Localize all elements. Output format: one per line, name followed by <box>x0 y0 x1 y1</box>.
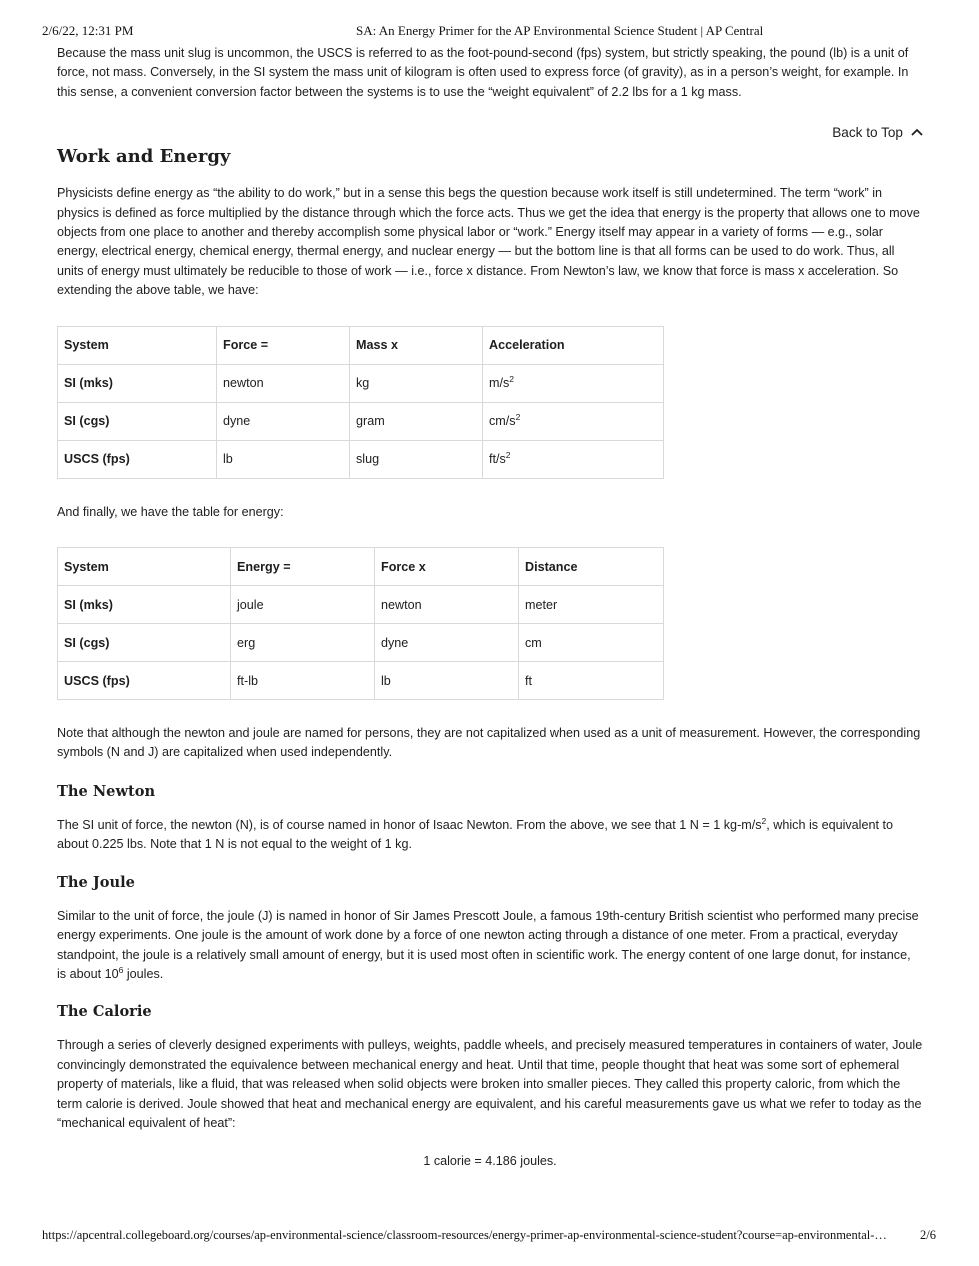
table-cell: SI (cgs) <box>58 624 231 662</box>
table-cell: newton <box>217 364 350 402</box>
unit-exponent: 2 <box>505 450 511 461</box>
table-cell: joule <box>231 586 375 624</box>
table-cell: erg <box>231 624 375 662</box>
joule-exponent: 6 <box>118 964 124 975</box>
table-cell: dyne <box>375 624 519 662</box>
work-energy-paragraph: Physicists define energy as “the ability to do work,” but in a sense this begs the question because work itself is still undetermined. The term “work” in physics is defined as force multiplied by the distance through which the force acts. Thus we get the idea that energy is the property that allows one to move objects from one place to another and thereby accomplish some physical labor or “work.” Energy itself may appear in a variety of forms — e.g., solar energy, electrical energy, chemical energy, thermal energy, and nuclear energy — but the bottom line is that all forms can be used to do work. Thus, all units of energy must ultimately be reducible to those of work — i.e., force x distance. From Newton’s law, we know that force is mass x acceleration. So extending the above table, we have: <box>57 186 920 298</box>
print-url: https://apcentral.collegeboard.org/courses/ap-environmental-science/classroom-resources/energy-primer-ap-environmental-science-student?course=ap-environmental-… <box>42 1228 887 1242</box>
unit-text: m/s <box>489 376 510 391</box>
table-cell: kg <box>350 364 483 402</box>
calorie-text-b: , from which the term <box>57 1077 901 1111</box>
table-header-cell: Distance <box>519 548 664 586</box>
unit-text: ft/s <box>489 452 506 467</box>
chevron-up-icon <box>911 128 923 136</box>
table-header-cell: Energy = <box>231 548 375 586</box>
table-row <box>58 624 664 662</box>
calorie-text-a: Through a series of cleverly designed experiments with pulleys, weights, paddle wheels, and precisely measured temperatures in containers of water, Joule convincingly demonstrated the equivalence between mechanical energy and heat. Until that time, people thought that heat was some sort of ephemeral property of materials, like a fluid, that was released when solid objects were broken into smaller pieces. They called this property <box>57 1038 923 1092</box>
newton-heading: The Newton <box>57 782 156 800</box>
table-row <box>58 586 664 624</box>
calorie-term: calorie <box>85 1096 123 1111</box>
intro-text-a: Because the mass unit <box>57 46 188 60</box>
force-table <box>57 326 664 479</box>
table-header-cell: Acceleration <box>483 326 664 364</box>
table-header-cell: Force = <box>217 326 350 364</box>
table-cell <box>483 402 664 440</box>
table-cell <box>483 364 664 402</box>
table-cell: ft <box>519 662 664 700</box>
energy-table-intro: And finally, we have the table for energy: <box>57 504 284 519</box>
table-cell: slug <box>350 440 483 478</box>
back-to-top-link[interactable] <box>57 122 923 142</box>
table-cell: SI (cgs) <box>58 402 217 440</box>
joule-text-b: joules. <box>123 966 164 981</box>
print-page-number: 2/6 <box>920 1228 936 1242</box>
print-page-title: SA: An Energy Primer for the AP Environmental Science Student | AP Central <box>356 23 764 38</box>
intro-paragraph <box>57 44 923 102</box>
table-cell: SI (mks) <box>58 364 217 402</box>
intro-text-b: is uncommon, the USCS is referred to as the foot-pound-second (fps) system, but strictly speaking, the pound (lb) is a unit of force, not mass. Conversely, in the SI system the mass unit of kilogram is often used to express force (of gravity), as in a person’s weight, for example. In this sense, a convenient conversion factor between the systems is to use the “weight equivalent” of 2.2 lbs for a 1 kg mass. <box>57 46 909 99</box>
newton-text-b: , which is equivalent to about 0.225 lbs. Note that 1 N is not equal to the weight of 1 kg. <box>57 817 893 852</box>
work-energy-heading: Work and Energy <box>57 146 231 168</box>
slug-term: slug <box>187 46 212 60</box>
table-cell: dyne <box>217 402 350 440</box>
table-header-cell: Force x <box>375 548 519 586</box>
article-content <box>57 44 923 1172</box>
calorie-formula: 1 calorie = 4.186 joules. <box>423 1154 557 1169</box>
table-cell: USCS (fps) <box>58 662 231 700</box>
table-row <box>58 402 664 440</box>
newton-text-a: The SI unit of force, the newton (N), is of course named in honor of Isaac Newton. From the above, we see that 1 N = 1 kg-m/s <box>57 817 762 832</box>
newton-exponent: 2 <box>761 815 767 826</box>
table-cell <box>483 440 664 478</box>
table-cell: ft-lb <box>231 662 375 700</box>
back-to-top-label: Back to Top <box>832 124 903 140</box>
table-header-cell: System <box>58 326 217 364</box>
joule-text-a: Similar to the unit of force, the joule (J) is named in honor of Sir James Prescott Joule, a famous 19th-century British scientist who performed many precise energy experiments. One joule is the amount of work done by a force of one newton acting through a distance of one meter. From a practical, everyday standpoint, the joule is a relatively small amount of energy, but it is used most often in scientific work. The energy content of one large donut, for instance, is about 10 <box>57 908 919 981</box>
calorie-heading: The Calorie <box>57 1003 152 1021</box>
table-header-cell: System <box>58 548 231 586</box>
unit-exponent: 2 <box>515 412 521 423</box>
print-datetime: 2/6/22, 12:31 PM <box>42 23 134 38</box>
energy-table <box>57 547 664 700</box>
table-cell: cm <box>519 624 664 662</box>
table-cell: newton <box>375 586 519 624</box>
table-header-row <box>58 326 664 364</box>
table-row <box>58 440 664 478</box>
capitalization-note: Note that although the newton and joule are named for persons, they are not capitalized when used as a unit of measurement. However, the corresponding symbols (N and J) are capitalized when used independently. <box>57 726 921 760</box>
table-header-row <box>58 548 664 586</box>
table-header-cell: Mass x <box>350 326 483 364</box>
table-cell: USCS (fps) <box>58 440 217 478</box>
joule-paragraph <box>57 907 923 985</box>
table-cell: meter <box>519 586 664 624</box>
newton-paragraph <box>57 816 923 855</box>
calorie-paragraph <box>57 1036 923 1133</box>
table-cell: SI (mks) <box>58 586 231 624</box>
calorie-text-c: is derived. Joule showed that heat and mechanical energy are equivalent, and his careful measurements gave us what we refer to today as the “mechanical equivalent of heat”: <box>57 1096 922 1130</box>
table-cell: lb <box>375 662 519 700</box>
table-cell: gram <box>350 402 483 440</box>
caloric-term: caloric <box>774 1077 812 1092</box>
joule-heading: The Joule <box>57 873 135 891</box>
table-row <box>58 662 664 700</box>
table-cell: lb <box>217 440 350 478</box>
unit-text: cm/s <box>489 414 516 429</box>
table-row <box>58 364 664 402</box>
unit-exponent: 2 <box>509 374 515 385</box>
